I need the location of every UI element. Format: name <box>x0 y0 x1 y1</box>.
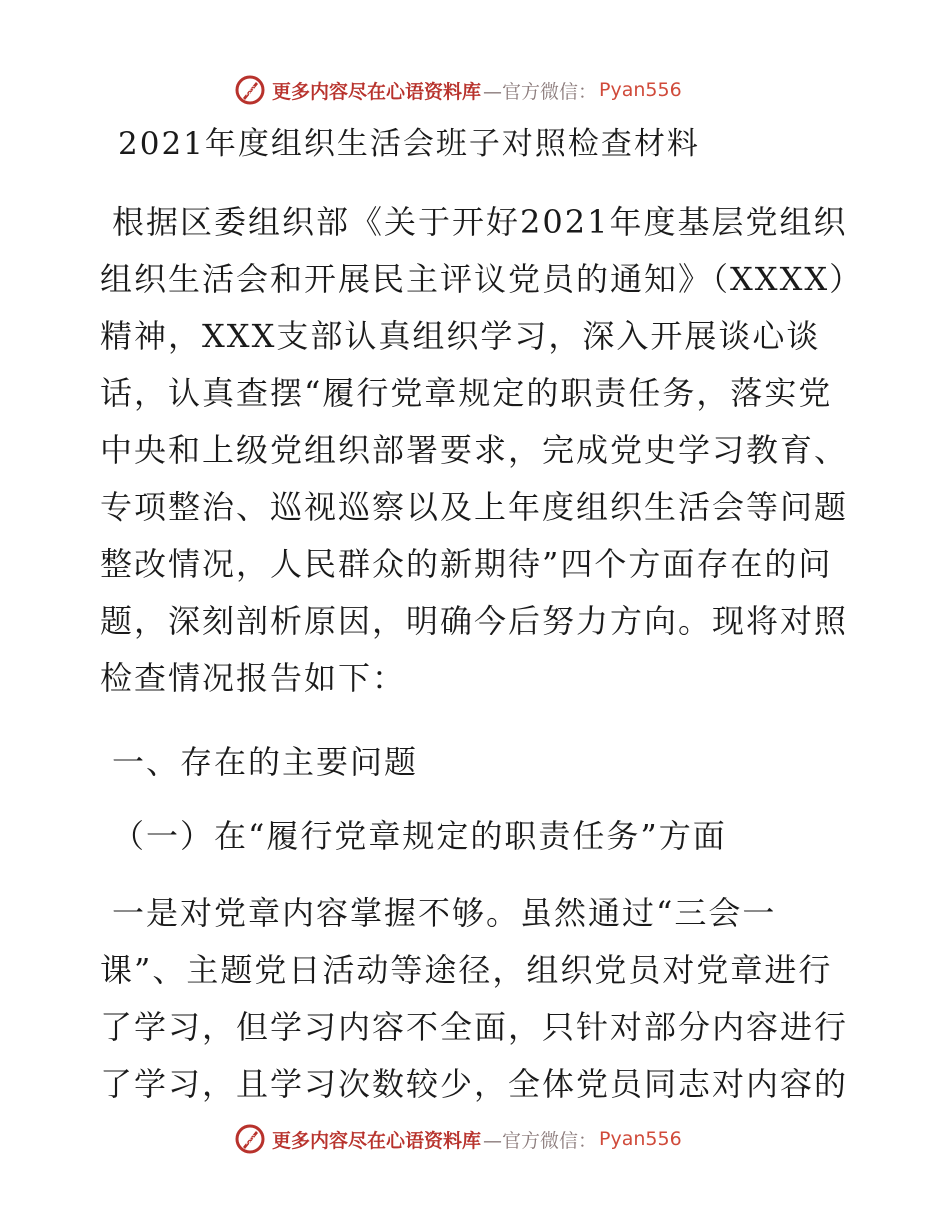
official-wechat-label: —官方微信： <box>483 1129 598 1152</box>
intro-line: 根据区委组织部《关于开好2021年度基层党组织 <box>112 203 848 241</box>
wechat-account: Pyan556 <box>599 79 682 101</box>
watermark-banner-top <box>234 73 682 107</box>
body-line: 了学习，且学习次数较少，全体党员同志对内容的 <box>100 1065 849 1103</box>
intro-line: 精神，XXX支部认真组织学习，深入开展谈心谈 <box>100 317 821 355</box>
promo-text: 更多内容尽在心语资料库 <box>272 80 482 103</box>
wechat-account: Pyan556 <box>599 1128 682 1150</box>
promo-text: 更多内容尽在心语资料库 <box>272 1129 482 1152</box>
quill-logo-icon <box>234 74 266 106</box>
intro-line: 专项整治、巡视巡察以及上年度组织生活会等问题 <box>100 488 849 526</box>
subsection-heading: （一）在“履行党章规定的职责任务”方面 <box>112 817 727 855</box>
intro-line: 中央和上级党组织部署要求，完成党史学习教育、 <box>100 431 849 469</box>
document-title: 2021年度组织生活会班子对照检查材料 <box>118 126 700 162</box>
body-line: 了学习，但学习内容不全面，只针对部分内容进行 <box>100 1008 849 1046</box>
intro-line: 检查情况报告如下： <box>100 659 407 697</box>
svg-text:语: 语 <box>244 85 256 98</box>
intro-line: 整改情况，人民群众的新期待”四个方面存在的问 <box>100 545 833 583</box>
intro-line: 话，认真查摆“履行党章规定的职责任务，落实党 <box>100 374 833 412</box>
watermark-banner-bottom <box>234 1122 682 1156</box>
body-line: 一是对党章内容掌握不够。虽然通过“三会一 <box>112 894 777 932</box>
body-line: 课”、主题党日活动等途径，组织党员对党章进行 <box>100 951 833 989</box>
intro-line: 组织生活会和开展民主评议党员的通知》（XXXX） <box>100 260 864 298</box>
section-heading: 一、存在的主要问题 <box>112 743 419 781</box>
official-wechat-label: —官方微信： <box>483 80 598 103</box>
svg-text:语: 语 <box>244 1134 256 1147</box>
quill-logo-icon <box>234 1123 266 1155</box>
intro-line: 题，深刻剖析原因，明确今后努力方向。现将对照 <box>100 602 849 640</box>
